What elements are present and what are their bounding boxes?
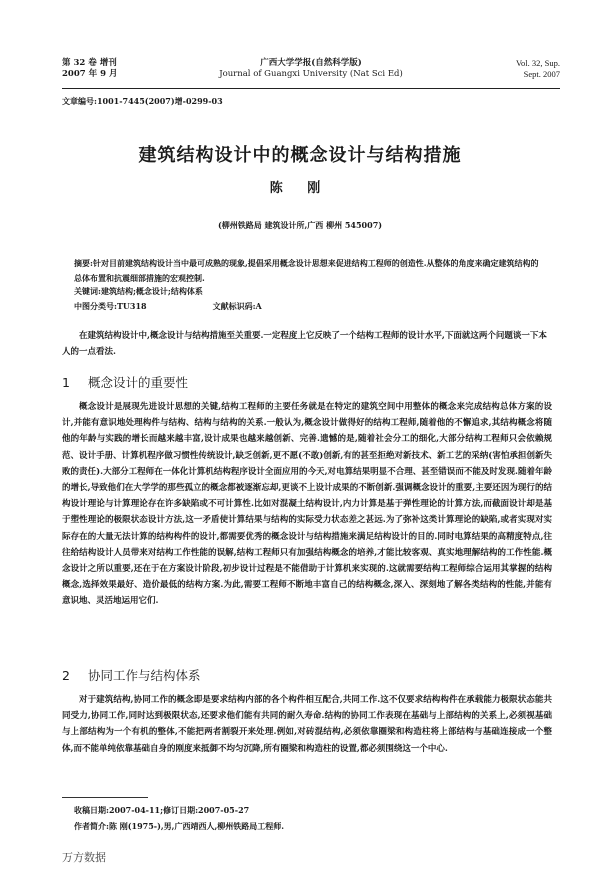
header-journal [62,58,560,80]
running-header [62,58,560,92]
abstract-text: 摘要:针对目前建筑结构设计当中最可成熟的现象,提倡采用概念设计思想来促进结构工程师的创造性.从整体的角度来确定建筑结构的总体布置和抗震细部措施的宏观控制. [74,258,539,283]
intro-text: 在建筑结构设计中,概念设计与结构措施至关重要.一定程度上它反映了一个结构工程师的设计水平,下面就这两个问题谈一下本人的一点看法. [62,331,547,357]
clc-number: 中图分类号:TU318 [74,301,147,311]
header-rule [62,88,560,89]
footnote-received: 收稿日期:2007-04-11;修订日期:2007-05-27 [74,805,250,815]
section-1-heading [62,373,188,391]
header-date-en: Sept. 2007 [523,69,560,79]
section-1-text: 概念设计是展现先进设计思想的关键,结构工程师的主要任务就是在特定的建筑空间中用整体的概念来完成结构总体方案的设计,并能有意识地处理构件与结构、结构与结构的关系.一般认为,概念设计做得好的结构工程师,随着他的不懈追求,其结构概念将随他的年龄与实践的增长而越来越丰富,设计成果也越来越创新、完善.遗憾的是,随着社会分工的细化,大部分结构工程师只会依赖规范、设计手册、计算机程序做习惯性传统设计,缺乏创新,更不愿(不敢)创新,有的甚至拒绝对新技术、新工艺的采纳(害怕承担创新失败的责任).大部分工程师在一体化计算机结构程序设计全面应用的今天,对电算结果明显不合理、甚至错误而不能及时发现.随着年龄的增长,导致他们在大学学的那些孤立的概念都被逐渐忘却,更谈不上设计成果的不断创新.强调概念设计的重要,主要还因为现行的结构设计理论与计算理论存在许多缺陷或不可计算性.比如对混凝土结构设计,内力计算是基于弹性理论的计算方法,而截面设计却是基于塑性理论的极限状态设计方法,这一矛盾使计算结果与结构的实际受力状态差之甚远.为了弥补这类计算理论的缺陷,或者实现对实际存在的大量无法计算的结构构件的设计,都需要优秀的概念设计与结构措施来满足结构设计的目的.同时电算结果的高精度特点,往往给结构设计人员带来对结构工作性能的误解,结构工程师只有加强结构概念的培养,才能比较客观、真实地理解结构的工作性能.概念设计之所以重要,还在于在方案设计阶段,初步设计过程是不能借助于计算机来实现的.这就需要结构工程师综合运用其掌握的结构概念,选择效果最好、造价最低的结构方案.为此,需要工程师不断地丰富自己的结构概念,深入、深刻地了解各类结构的性能,并能有意识地、灵活地运用它们. [62,402,552,607]
paper-author: 陈 刚 [269,181,331,196]
header-date: 2007 年 9 月 [62,69,118,79]
footnote-rule [62,797,148,798]
header-vol-en: Vol. 32, Sup. [515,58,560,68]
section-1-body [62,399,552,610]
paper-title: 建筑结构设计中的概念设计与结构措施 [138,145,462,166]
header-volume: 第 32 卷 增刊 [62,58,117,68]
classification-line [74,301,262,312]
header-journal-cn: 广西大学学报(自然科学版) [260,58,362,68]
section-1-number: 1 [62,375,70,390]
header-journal-en: Journal of Guangxi University (Nat Sci Ed) [219,69,403,79]
document-code: 文献标识码:A [212,301,262,311]
intro-paragraph [62,328,552,360]
keywords: 关键词:建筑结构;概念设计;结构体系 [74,286,203,296]
author-affiliation: (柳州铁路局 建筑设计所,广西 柳州 545007) [217,220,383,230]
section-2-body [62,692,552,757]
section-2-number: 2 [62,668,70,683]
article-number: 文章编号:1001-7445(2007)增-0299-03 [62,96,223,106]
header-volume-en [516,58,560,80]
section-2-title: 协同工作与结构体系 [88,668,201,683]
section-2-heading [62,666,201,684]
section-1-title: 概念设计的重要性 [88,375,189,390]
footnote-author-bio: 作者简介:陈 刚(1975-),男,广西靖西人,柳州铁路局工程师. [74,821,285,831]
section-2-text: 对于建筑结构,协同工作的概念即是要求结构内部的各个构件相互配合,共同工作.这不仅要求结构构件在承载能力极限状态能共同受力,协同工作,同时达到极限状态,还要求他们能有共同的耐久寿命.结构的协同工作表现在基础与上部结构的关系上,必须视基础与上部结构为一个有机的整体,不能把两者割裂开来处理.例如,对砖混结构,必须依靠圈梁和构造柱将上部结构与基础连接成一个整体,而不能单纯依靠基础自身的刚度来抵御不均匀沉降,所有圈梁和构造柱的设置,都必须围绕这一个中心. [62,695,552,754]
abstract [74,256,544,286]
source-watermark: 万方数据 [62,851,106,864]
